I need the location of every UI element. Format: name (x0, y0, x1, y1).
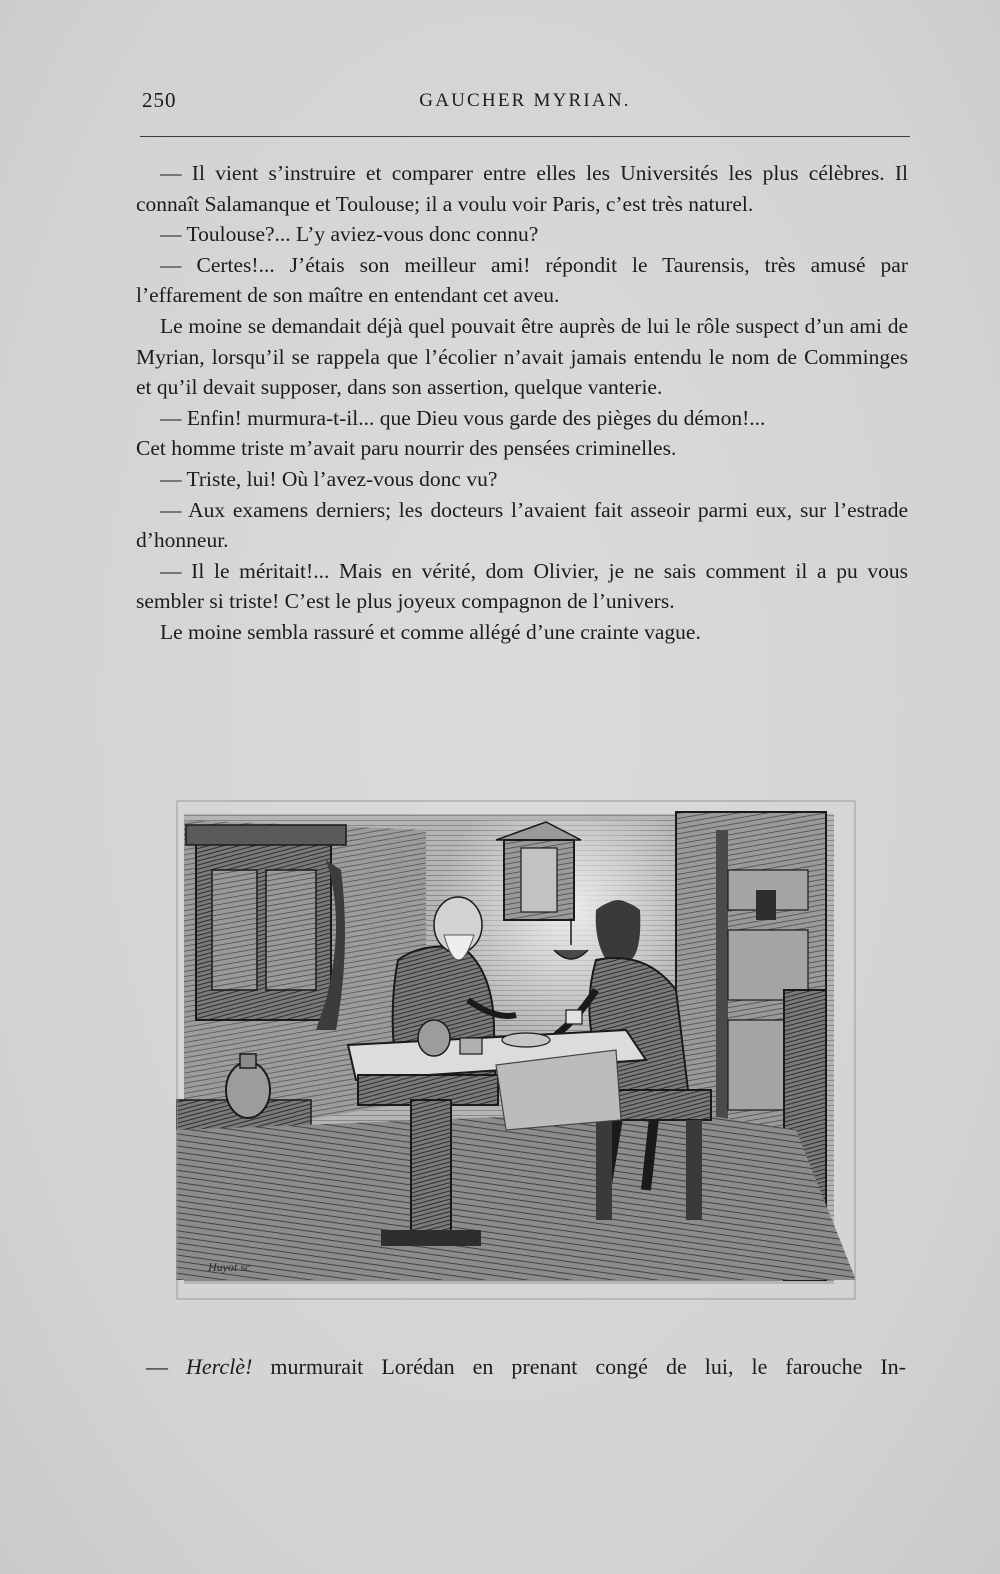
paragraph: — Il le méritait!... Mais en vérité, dom Olivier, je ne sais comment il a pu vous sembler si triste! C’est le plus joyeux compagnon de l’univers. (136, 558, 908, 614)
engraving-illustration (176, 800, 856, 1300)
page-number: 250 (142, 88, 177, 112)
engraving-scene (176, 800, 856, 1300)
paragraph: — Certes!... J’étais son meilleur ami! répondit le Taurensis, très amusé par l’effarement de son maître en entendant cet aveu. (136, 252, 908, 308)
caption-rest: murmurait Lorédan en prenant congé de lui, le farouche In- (252, 1354, 907, 1379)
body-text (136, 158, 908, 648)
paragraph: — Il vient s’instruire et comparer entre elles les Universités les plus célèbres. Il connaît Salamanque et Toulouse; il a voulu voir Paris, c’est très naturel. (136, 161, 908, 216)
paragraph: — Aux examens derniers; les docteurs l’avaient fait asseoir parmi eux, sur l’estrade d’honneur. (136, 497, 908, 553)
header-rule (140, 136, 910, 137)
cupboard (186, 825, 346, 1030)
caption-italic: Herclè! (186, 1354, 253, 1379)
running-head (140, 88, 910, 122)
floor (176, 1110, 856, 1280)
paragraph: — Enfin! murmura-t-il... que Dieu vous garde des pièges du démon!... (160, 405, 766, 430)
paragraph: Le moine sembla rassuré et comme allégé d’une crainte vague. (160, 619, 701, 644)
paragraph: — Toulouse?... L’y aviez-vous donc connu? (160, 222, 539, 247)
engraver-signature: Huyot sc (208, 1260, 251, 1274)
paragraph: Cet homme triste m’avait paru nourrir des pensées criminelles. (136, 436, 677, 461)
paragraph: Le moine se demandait déjà quel pouvait être auprès de lui le rôle suspect d’un ami de Myrian, lorsqu’il se rappela que l’écolier n’avait jamais entendu le nom de Comminges et qu’il devait supposer, dans son assertion, quelque vanterie. (136, 313, 908, 400)
caption-dash: — (146, 1354, 187, 1379)
caption-text (146, 1352, 906, 1382)
paragraph: — Triste, lui! Où l’avez-vous donc vu? (160, 466, 498, 491)
running-title: GAUCHER MYRIAN. (419, 90, 631, 111)
